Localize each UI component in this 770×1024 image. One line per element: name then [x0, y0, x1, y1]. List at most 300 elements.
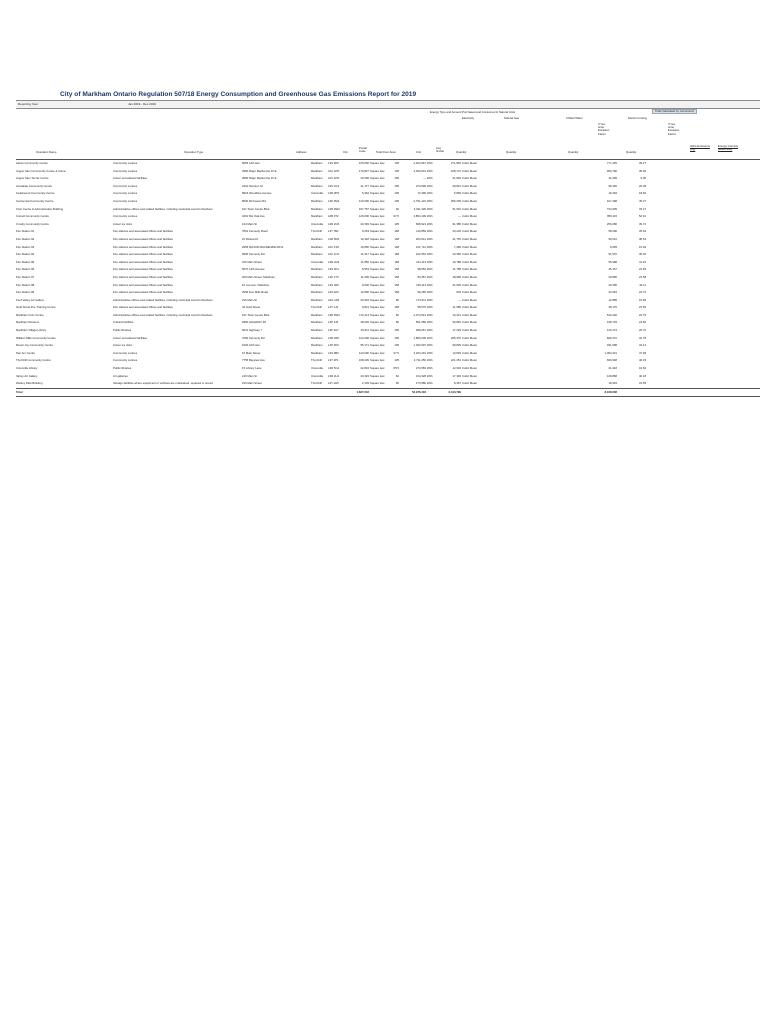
unit-header: Unit [416, 150, 421, 154]
cell-gu: Cubic Meter [462, 320, 478, 325]
cell-name: Crosby Community Centre [16, 221, 49, 226]
cell-elec: 58,576 [417, 305, 426, 310]
cell-eu: kWh [427, 161, 433, 165]
cell-elec: 1,033,907 [413, 343, 426, 348]
cell-address: 9350 HIGHWAY 48 [242, 320, 266, 325]
cell-ghg: 259,286 [606, 221, 617, 226]
cell-unit: Square feet [370, 358, 385, 363]
cell-city: Markham [311, 343, 323, 348]
cell-gu: Cubic Meter [462, 236, 478, 241]
cell-eu: kWh [427, 198, 433, 203]
cell-address: 10 Lee Ave, Markham [242, 282, 270, 287]
table-row [16, 228, 760, 236]
cell-area: 21,177 [360, 183, 369, 188]
cell-area: 125,000 [358, 161, 369, 165]
cell-area: 25,911 [360, 328, 369, 333]
cell-postal: L3S 1G3 [328, 183, 340, 188]
cell-int: 22.73 [639, 290, 646, 295]
cell-ghg: 55,998 [608, 259, 617, 264]
cell-gas: 12,903 [452, 366, 461, 371]
gas-quantity-header: Quantity [506, 150, 517, 154]
natural-gas-header: Natural Gas [504, 116, 519, 120]
cell-type: Fire stations and associated offices and facilities [113, 259, 173, 264]
cell-unit: Square feet [370, 290, 385, 295]
cell-gas: 19,788 [452, 259, 461, 264]
cell-type: Indoor recreational facilities [113, 176, 148, 181]
cell-hours: 97.5 [393, 350, 399, 355]
table-row [16, 266, 760, 274]
cell-type: Community centres [113, 350, 138, 355]
cell-name: Fire Station 91 [16, 229, 35, 234]
cell-eu: kWh [427, 320, 433, 325]
table-row [16, 190, 760, 198]
cell-area: 197,757 [358, 206, 369, 211]
cell-address: 2965 MAJOR MACKENZIE DR E [242, 244, 284, 249]
cell-type: Indoor ice rinks [113, 221, 132, 226]
cell-city: Markham [311, 161, 323, 165]
cell-city: Unionville [311, 191, 324, 196]
cell-elec: 98,652 [417, 267, 426, 272]
cell-area: 129,000 [358, 214, 369, 219]
cell-name: Varley Art Gallery [16, 373, 38, 378]
cell-type: Community centres [113, 161, 138, 165]
table-row [16, 213, 760, 221]
district-cooling-header: District Cooling [628, 116, 647, 120]
cell-type: Fire stations and associated offices and facilities [113, 290, 173, 295]
cell-hours: 168 [394, 305, 399, 310]
cell-ghg: 21,918 [608, 366, 617, 371]
cell-unit: Square feet [370, 350, 385, 355]
total-electricity: 53,976,402 [412, 389, 426, 394]
table-row [16, 236, 760, 244]
cell-int: 34.12 [639, 343, 646, 348]
cell-gas: 91,385 [452, 221, 461, 226]
table-row [16, 357, 760, 365]
cell-type: Fire stations and associated offices and facilities [113, 244, 173, 249]
cell-name: Civic Centre & Administration Building [16, 206, 63, 211]
cell-unit: Square feet [370, 252, 385, 257]
table-row [16, 282, 760, 290]
cell-gas: 13,833 [452, 350, 461, 355]
cell-postal: L3R 5M1 [328, 236, 340, 241]
cell-address: 316 Main Street [242, 259, 262, 264]
cell-gu: Cubic Meter [462, 214, 478, 219]
cell-city: Unionville [311, 221, 324, 226]
cell-postal: L3R 2G5 [328, 221, 340, 226]
cell-name: Wesley Park Building [16, 381, 43, 386]
cell-gu: Cubic Meter [462, 176, 478, 181]
cell-gas: 13,313 [452, 312, 461, 317]
table-row [16, 168, 760, 176]
cell-gas: 93,863 [452, 320, 461, 325]
cell-hours: 105 [394, 328, 399, 333]
cell-eu: kWh [427, 358, 433, 363]
cell-hours: 105 [394, 358, 399, 363]
cell-elec: 3,854,109 [413, 214, 426, 219]
table-row [16, 319, 760, 327]
cell-gas: 21,753 [452, 236, 461, 241]
cell-address: 42 Gold Street [242, 305, 261, 310]
cell-city: Markham [311, 214, 323, 219]
table-row [16, 274, 760, 282]
cell-eu: kWh [427, 252, 433, 257]
cell-gu: Cubic Meter [462, 229, 478, 234]
cell-area: 11,856 [360, 259, 369, 264]
cell-area: 55,171 [360, 343, 369, 348]
cell-gas: 21,993 [452, 176, 461, 181]
cell-ghg: 917,498 [606, 198, 617, 203]
cell-area: 11,517 [360, 252, 369, 257]
cell-ghg: 12,889 [608, 297, 617, 302]
cell-hours: 105 [394, 176, 399, 181]
cell-city: Thornhill [311, 229, 322, 234]
cell-hours: 105 [394, 191, 399, 196]
cell-type: Art galleries [113, 373, 128, 378]
cell-postal: L3T 1J4 [328, 305, 339, 310]
cell-city: Markham [311, 267, 323, 272]
cell-name: Gold Street Fire Training Centre [16, 305, 56, 310]
cell-city: Markham [311, 176, 323, 181]
cell-ghg: 41,609 [608, 176, 617, 181]
cell-address: 6100 16th Ave [242, 343, 260, 348]
cell-area: 22,843 [360, 366, 369, 371]
cell-gas: 23,233 [452, 229, 461, 234]
cell-eu: kWh [427, 229, 433, 234]
cell-area: 20,323 [360, 373, 369, 378]
cell-gas: 99,829 [452, 343, 461, 348]
cell-unit: Square feet [370, 206, 385, 211]
cell-type: Administrative offices and related facilities, including municipal council chambers [113, 297, 213, 302]
table-row [16, 342, 760, 350]
table-row [16, 327, 760, 335]
ghg-header: GHG Emissions (Kg) [690, 144, 710, 152]
cell-postal: L3P 3K9 [328, 343, 339, 348]
cell-area: 9,821 [362, 305, 369, 310]
operation-type-header: Operation Type [184, 150, 204, 154]
cell-elec: 501,080 [415, 320, 426, 325]
cell-gu: Cubic Meter [462, 373, 478, 378]
cell-type: Public libraries [113, 366, 132, 371]
cell-hours: 168 [394, 267, 399, 272]
cell-eu: kWh [427, 297, 433, 302]
cell-hours: 65 [395, 381, 399, 386]
cell-eu: kWh [427, 244, 433, 249]
cell-int: 32.78 [639, 335, 646, 340]
cell-ghg: 16,394 [608, 191, 617, 196]
cell-hours: 105 [394, 161, 399, 165]
cell-city: Thornhill [311, 305, 322, 310]
cell-city: Thornhill [311, 381, 322, 386]
cell-type: Fire stations and associated offices and facilities [113, 282, 173, 287]
cell-hours: 105 [394, 198, 399, 203]
address-header: Address [296, 150, 307, 154]
cell-city: Thornhill [311, 358, 322, 363]
cell-eu: kWh [427, 259, 433, 264]
cell-postal: L3R 5C4 [328, 366, 340, 371]
cell-type: Community centres [113, 214, 138, 219]
cell-elec: 99,255 [417, 290, 426, 295]
cell-hours: 105 [394, 221, 399, 226]
cell-eu: kWh [427, 267, 433, 272]
cell-gas: 29,813 [452, 183, 461, 188]
cell-hours: 168 [394, 259, 399, 264]
cell-elec: 2,711,250 [413, 358, 426, 363]
cell-eu: kWh [427, 176, 433, 181]
cell-postal: L3S 0B3 [328, 350, 339, 355]
cell-elec: 131,712 [415, 244, 426, 249]
floor-area-header: Total Floor Area [376, 150, 396, 154]
cell-gu: Cubic Meter [462, 252, 478, 257]
cell-type: Administrative offices and related facilities, including municipal council chambers [113, 312, 213, 317]
operation-name-header: Operation Name [36, 150, 57, 154]
report-sheet [16, 90, 760, 397]
cell-type: Public libraries [113, 328, 132, 333]
cell-name: Cornell Community Centre [16, 214, 49, 219]
total-row [16, 388, 760, 398]
cell-unit: Square feet [370, 191, 385, 196]
cooling-emission-factor-header: If Yes, enter Emission Factor [668, 122, 680, 136]
cell-gu: Cubic Meter [462, 312, 478, 317]
cell-address: 216 Main St [242, 297, 257, 302]
cell-eu: kWh [427, 290, 433, 295]
cell-int: 26.70 [639, 328, 646, 333]
cell-address: 9530 Kennedy Rd [242, 252, 265, 257]
cell-int: 23.65 [639, 305, 646, 310]
cell-int: 52.10 [639, 214, 646, 219]
cell-address: 101 Town Centre Blvd [242, 206, 270, 211]
cell-hours: 62 [395, 373, 399, 378]
cell-ghg: 45,157 [608, 267, 617, 272]
total-label: Total [16, 389, 23, 394]
cell-int: 31.55 [639, 381, 646, 386]
cell-unit: Square feet [370, 274, 385, 279]
cell-address: 2596 Don Mills Road [242, 290, 268, 295]
cell-area: 9,600 [362, 282, 369, 287]
cell-ghg: 331,598 [606, 343, 617, 348]
cell-city: Markham [311, 236, 323, 241]
total-group-header: Total (calculated by conversion) [652, 109, 697, 114]
cell-eu: kWh [427, 183, 433, 188]
chilled-emission-factor-header: If Yes, enter Emission Factor [598, 122, 610, 136]
report-title: City of Markham Ontario Regulation 507/18 Energy Consumption and Greenhouse Gas Emissions Report for 2019 [60, 91, 417, 98]
cell-area: 170,114 [359, 312, 369, 317]
cell-name: Fire Station 93 [16, 244, 35, 249]
cell-type: Fire stations and associated offices and facilities [113, 267, 173, 272]
cell-eu: kWh [427, 214, 433, 219]
cell-elec: 2,374,514 [413, 312, 426, 317]
cell-hours: 65.5 [393, 366, 399, 371]
cell-postal: L3S 3K4 [328, 267, 339, 272]
cell-unit: Square feet [370, 282, 385, 287]
cell-unit: Square feet [370, 214, 385, 219]
table-row [16, 373, 760, 381]
cell-int: 23.58 [639, 274, 646, 279]
cell-type: Fire stations and associated offices and facilities [113, 252, 173, 257]
cell-gu: Cubic Meter [462, 282, 478, 287]
cell-elec: 135,113 [416, 282, 426, 287]
cell-gu: Cubic Meter [462, 221, 478, 226]
cell-type: Community centres [113, 168, 138, 173]
cell-gas: 21,635 [452, 282, 461, 287]
cell-address: 8600 McCowan Rd [242, 198, 266, 203]
cell-postal: L3T 7B2 [328, 229, 339, 234]
cell-ghg: 510,292 [606, 312, 617, 317]
cell-postal: L3T 4P1 [328, 358, 339, 363]
table-row [16, 175, 760, 183]
cell-gu: Cubic Meter [462, 267, 478, 272]
cell-int: 47.99 [639, 350, 646, 355]
cell-elec: 2,791,224 [413, 198, 426, 203]
cell-ghg: 198,703 [606, 320, 617, 325]
cell-postal: L6B 0T2 [328, 214, 339, 219]
cell-address: 5665 14th Ave [242, 161, 260, 165]
cell-elec: 173,580 [415, 381, 426, 386]
reporting-year-label: Reporting Year [18, 102, 38, 106]
cell-gas: --- [458, 214, 461, 219]
cell-gu: Cubic Meter [462, 297, 478, 302]
cell-city: Markham [311, 320, 323, 325]
cell-gu: Cubic Meter [462, 191, 478, 196]
cell-int: 26.09 [639, 183, 646, 188]
cell-eu: kWh [427, 335, 433, 340]
cell-hours: 80 [395, 297, 399, 302]
table-row [16, 380, 760, 388]
cell-int: 24.50 [639, 320, 646, 325]
cell-gu: Cubic Meter [462, 168, 478, 173]
cell-postal: L3P 3M2 [328, 198, 340, 203]
cell-unit: Square feet [370, 183, 385, 188]
cell-postal: L3S 3Z3 [328, 290, 339, 295]
cell-name: Thornhill Community Centre [16, 358, 51, 363]
cell-gas: 271,863 [450, 161, 461, 165]
cell-elec: 314,328 [415, 373, 426, 378]
cell-unit: Square feet [370, 366, 385, 371]
cell-name: Markham Museum [16, 320, 40, 325]
cell-int: 24.65 [639, 267, 646, 272]
cell-unit: Square feet [370, 305, 385, 310]
cell-name: Cedarwood Community Centre [16, 191, 55, 196]
cell-type: Administrative offices and related facilities, including municipal council chambers [113, 206, 213, 211]
cell-hours: 168 [394, 290, 399, 295]
cell-type: Community centres [113, 183, 138, 188]
cell-type: Indoor ice rinks [113, 343, 132, 348]
cell-postal: L3P 1Y5 [328, 274, 339, 279]
cell-unit: Square feet [370, 168, 385, 173]
cell-gu: Cubic Meter [462, 305, 478, 310]
cell-ghg: 43,963 [608, 290, 617, 295]
cell-type: Fire stations and associated offices and facilities [113, 274, 173, 279]
cell-ghg: 90,612 [608, 236, 617, 241]
cell-eu: kWh [427, 328, 433, 333]
cell-city: Markham [311, 297, 323, 302]
cell-eu: kWh [427, 168, 433, 173]
cell-eu: kWh [427, 366, 433, 371]
cell-elec: 72,396 [417, 191, 426, 196]
table-row [16, 251, 760, 259]
cell-area: 10,418 [360, 236, 369, 241]
cell-unit: Square feet [370, 229, 385, 234]
cell-postal: L3P 3J3 [328, 320, 339, 325]
intensity-header: Energy Intensity (ekWh/sqft) [718, 144, 739, 152]
cell-type: Storage facilities where equipment or vehicles are maintained, repaired or stored [113, 381, 213, 386]
cell-elec: 2,404,967 [413, 161, 426, 165]
cell-type: Cultural facilities [113, 320, 134, 325]
cell-gas: 903 [456, 290, 461, 295]
cell-gas: 7,280 [454, 244, 461, 249]
cell-gu: Cubic Meter [462, 358, 478, 363]
cell-int: 45.27 [639, 198, 646, 203]
cell-city: Markham [311, 244, 323, 249]
cell-unit: Square feet [370, 335, 385, 340]
cell-name: Fire Station 96 [16, 267, 35, 272]
cell-elec: 110,850 [416, 229, 426, 234]
cell-elec: 84,357 [417, 274, 426, 279]
table-row [16, 160, 760, 168]
cell-hours: 168 [394, 252, 399, 257]
cell-int: 39.00 [639, 168, 646, 173]
cell-ghg: 128,868 [606, 373, 617, 378]
cw-quantity-header: Quantity [568, 150, 579, 154]
cell-address: 101 Town Centre Blvd [242, 312, 270, 317]
cell-area: 120,000 [358, 198, 369, 203]
cell-ghg: 6,695 [610, 244, 617, 249]
cell-address: 3990 Major Mackenzie Dr E [242, 168, 277, 173]
cell-postal: L3S 1E5 [328, 282, 339, 287]
cell-unit: Square feet [370, 343, 385, 348]
table-row [16, 183, 760, 191]
cell-eu: kWh [427, 206, 433, 211]
cell-address: 7801 Kennedy Road [242, 229, 268, 234]
cell-gu: Cubic Meter [462, 335, 478, 340]
cell-int: 9.35 [640, 176, 646, 181]
cell-area: 12,800 [360, 290, 369, 295]
cell-int: 39.72 [639, 221, 646, 226]
cell-ghg: 29,895 [608, 274, 617, 279]
cell-address: 150 Main Street [242, 381, 262, 386]
cell-name: Aaniin Community Centre [16, 161, 48, 165]
cell-postal: L6C 1N1 [328, 252, 340, 257]
cell-eu: kWh [427, 373, 433, 378]
cell-gu: Cubic Meter [462, 381, 478, 386]
cell-city: Markham [311, 282, 323, 287]
cell-name: Markham Civic Centre [16, 312, 44, 317]
cell-city: Unionville [311, 366, 324, 371]
cell-name: Fire Station 99 [16, 290, 35, 295]
cell-address: 3990 Major Mackenzie Dr E [242, 176, 277, 181]
cell-ghg: 51,570 [608, 252, 617, 257]
cell-int: 35.46 [639, 252, 646, 257]
cell-hours: 168 [394, 282, 399, 287]
cell-name: Fire Station 97 [16, 274, 35, 279]
table-row [16, 365, 760, 373]
table-row [16, 259, 760, 267]
cell-address: 7600 Kennedy Rd [242, 335, 265, 340]
cell-elec: 122,663 [415, 252, 426, 257]
cell-hours: 168 [394, 274, 399, 279]
cell-city: Unionville [311, 373, 324, 378]
cell-unit: Square feet [370, 373, 385, 378]
cell-address: 5637 14th Avenue [242, 267, 265, 272]
cell-unit: Square feet [370, 161, 385, 165]
cell-postal: L3R 9W3 [328, 206, 340, 211]
cell-unit: Square feet [370, 236, 385, 241]
cell-address: 10 Riviera Dr [242, 236, 259, 241]
cell-gu: Cubic Meter [462, 328, 478, 333]
cell-hours: 97.5 [393, 214, 399, 219]
cell-city: Markham [311, 198, 323, 203]
cell-int: 33.27 [639, 206, 646, 211]
cell-int: 39.27 [639, 161, 646, 165]
